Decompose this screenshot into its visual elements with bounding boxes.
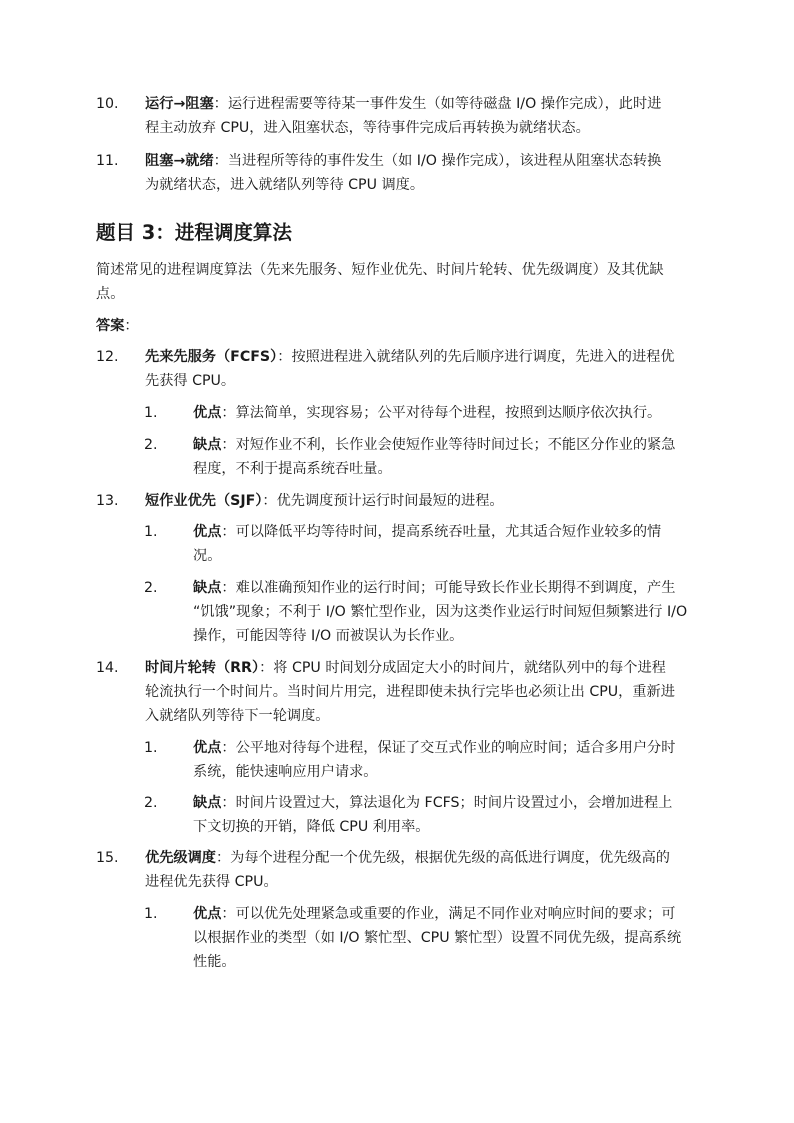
item-number: 10.: [96, 96, 119, 112]
item-text-line: 入就绪队列等待下一轮调度。: [145, 708, 330, 724]
item-number: 14.: [96, 660, 119, 676]
sub-item-title: 缺点: [193, 580, 222, 596]
sub-item-text-line: 下文切换的开销，降低 CPU 利用率。: [193, 819, 430, 835]
item-separator: ：: [259, 660, 274, 676]
item-text-line: 进程优先获得 CPU。: [145, 874, 278, 890]
sub-item-separator: ：: [221, 580, 236, 596]
sub-item: [144, 401, 714, 425]
sub-item-text-line: 性能。: [193, 954, 236, 970]
sub-item-title: 优点: [193, 524, 222, 540]
sub-item-text-line: 况。: [193, 548, 222, 564]
item-separator: ：: [213, 96, 228, 112]
item-title: 时间片轮转（RR）: [145, 660, 260, 676]
item-text-line: 为就绪状态，进入就绪队列等待 CPU 调度。: [145, 177, 425, 193]
item-text-line: 优先调度预计运行时间最短的进程。: [276, 493, 504, 509]
item-title: 短作业优先（SJF）: [145, 493, 263, 509]
question-text: [96, 258, 706, 306]
item-number: 15.: [96, 850, 119, 866]
item-separator: ：: [215, 850, 231, 866]
sub-item-separator: ：: [221, 906, 236, 922]
item-title: 阻塞→就绪: [145, 153, 214, 169]
item-text-line: 运行进程需要等待某一事件发生（如等待磁盘 I/O 操作完成），此时进: [227, 96, 662, 112]
item-text-line: 先获得 CPU。: [145, 373, 236, 389]
item-text-line: 按照进程进入就绪队列的先后顺序进行调度，先进入的进程优: [291, 349, 675, 365]
sub-item-separator: ：: [221, 740, 236, 756]
list-item: [96, 656, 716, 728]
section-heading: 题目 3：进程调度算法: [96, 221, 292, 244]
list-item: [96, 846, 716, 894]
sub-item-number: 1.: [144, 405, 158, 421]
item-text-line: 当进程所等待的事件发生（如 I/O 操作完成），该进程从阻塞状态转换: [227, 153, 662, 169]
item-separator: ：: [277, 349, 292, 365]
sub-item-text-line: 时间片设置过大，算法退化为 FCFS；时间片设置过小，会增加进程上: [235, 795, 673, 811]
list-item: [96, 92, 716, 140]
item-separator: ：: [213, 153, 228, 169]
item-text-line: 程主动放弃 CPU，进入阻塞状态，等待事件完成后再转换为就绪状态。: [145, 120, 590, 136]
list-item: [96, 489, 716, 513]
question-line: 简述常见的进程调度算法（先来先服务、短作业优先、时间片轮转、优先级调度）及其优缺: [96, 262, 664, 278]
list-item: [96, 345, 716, 393]
item-number: 12.: [96, 349, 119, 365]
sub-item-title: 优点: [193, 405, 222, 421]
sub-item: [144, 736, 714, 784]
answer-label: [96, 314, 706, 338]
sub-item-separator: ：: [221, 437, 236, 453]
sub-item-text-line: 以根据作业的类型（如 I/O 繁忙型、CPU 繁忙型）设置不同优先级，提高系统: [193, 930, 682, 946]
sub-item-separator: ：: [221, 524, 236, 540]
sub-item: [144, 520, 714, 568]
item-text-line: 为每个进程分配一个优先级，根据优先级的高低进行调度，优先级高的: [230, 850, 670, 866]
item-number: 13.: [96, 493, 119, 509]
sub-item-text-line: 操作，可能因等待 I/O 而被误认为长作业。: [193, 628, 464, 644]
sub-item-text-line: 系统，能快速响应用户请求。: [193, 764, 378, 780]
sub-item-title: 优点: [193, 740, 222, 756]
sub-item-number: 1.: [144, 906, 158, 922]
item-title: 运行→阻塞: [145, 96, 214, 112]
sub-item-title: 缺点: [193, 795, 222, 811]
sub-item-number: 2.: [144, 437, 158, 453]
sub-item-text-line: 公平地对待每个进程，保证了交互式作业的响应时间；适合多用户分时: [235, 740, 676, 756]
sub-item-text-line: 对短作业不利，长作业会使短作业等待时间过长；不能区分作业的紧急: [235, 437, 676, 453]
answer-separator: ：: [124, 318, 139, 334]
sub-item: [144, 433, 714, 481]
sub-item: [144, 902, 714, 974]
sub-item-number: 1.: [144, 524, 158, 540]
sub-item-text-line: 难以准确预知作业的运行时间；可能导致长作业长期得不到调度，产生: [235, 580, 676, 596]
sub-item-number: 2.: [144, 580, 158, 596]
sub-item-title: 优点: [193, 906, 222, 922]
sub-item: [144, 791, 714, 839]
sub-item-separator: ：: [221, 405, 236, 421]
sub-item-separator: ：: [221, 795, 236, 811]
answer-label-text: 答案: [96, 318, 125, 334]
sub-item: [144, 576, 714, 648]
sub-item-text-line: 可以优先处理紧急或重要的作业，满足不同作业对响应时间的要求；可: [235, 906, 676, 922]
item-title: 优先级调度: [145, 850, 216, 866]
sub-item-number: 2.: [144, 795, 158, 811]
item-title: 先来先服务（FCFS）: [145, 349, 278, 365]
item-text-line: 轮流执行一个时间片。当时间片用完，进程即使未执行完毕也必须让出 CPU，重新进: [145, 684, 675, 700]
sub-item-text-line: 算法简单，实现容易；公平对待每个进程，按照到达顺序依次执行。: [235, 405, 662, 421]
sub-item-text-line: 可以降低平均等待时间，提高系统吞吐量，尤其适合短作业较多的情: [235, 524, 662, 540]
item-number: 11.: [96, 153, 119, 169]
question-line: 点。: [96, 286, 125, 302]
sub-item-number: 1.: [144, 740, 158, 756]
item-text-line: 将 CPU 时间划分成固定大小的时间片，就绪队列中的每个进程: [273, 660, 666, 676]
sub-item-title: 缺点: [193, 437, 222, 453]
item-separator: ：: [262, 493, 277, 509]
sub-item-text-line: 程度，不利于提高系统吞吐量。: [193, 461, 392, 477]
list-item: [96, 149, 716, 197]
sub-item-text-line: “饥饿”现象；不利于 I/O 繁忙型作业，因为这类作业运行时间短但频繁进行 I/O: [193, 604, 688, 620]
